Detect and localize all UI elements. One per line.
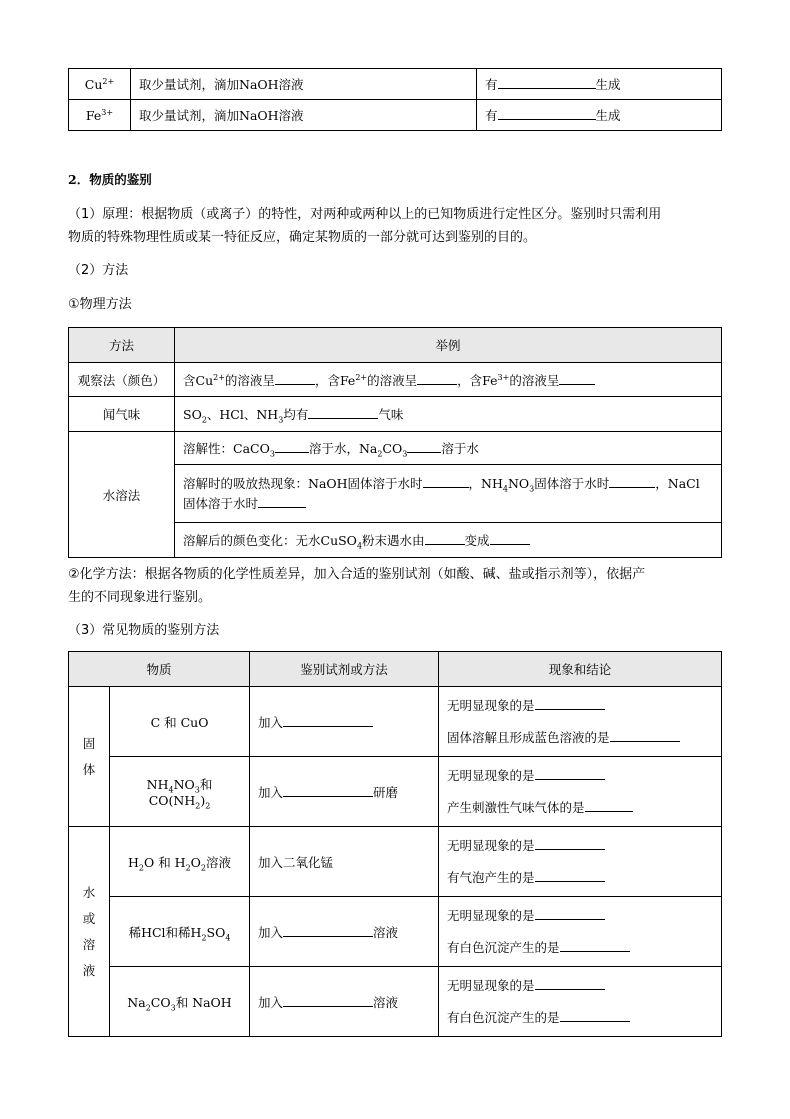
substance-cell: $NH_4NO_3$和$CO(NH_2)_2$ <box>110 757 250 827</box>
answer-blank[interactable] <box>258 494 306 508</box>
observation-cell: 无明显现象的是 固体溶解且形成蓝色溶液的是 <box>439 687 722 757</box>
chemical-line-1: ②化学方法：根据各物质的化学性质差异，加入合适的鉴别试剂（如酸、碱、盐或指示剂等），依据产 <box>68 567 646 582</box>
answer-blank[interactable] <box>283 783 373 797</box>
ion-cell: $Cu^{2+}$ <box>69 69 131 100</box>
header-substance: 物质 <box>69 652 250 687</box>
table-row <box>69 757 722 827</box>
water-color: 溶解后的颜色变化：无水CuSO$_4$粉末遇水由 变成 <box>175 523 722 558</box>
common-title: （3）常见物质的鉴别方法 <box>68 623 220 638</box>
common-identification-table <box>68 651 722 1037</box>
answer-blank[interactable] <box>535 906 605 920</box>
table-row <box>69 69 722 100</box>
answer-blank[interactable] <box>283 993 373 1007</box>
answer-blank[interactable] <box>498 75 596 89</box>
method-cell: 取少量试剂，滴加NaOH溶液 <box>131 69 477 100</box>
answer-blank[interactable] <box>559 371 595 385</box>
answer-blank[interactable] <box>275 371 315 385</box>
table-header-row <box>69 328 722 363</box>
header-method: 方法 <box>69 328 175 363</box>
result-cell: 有 生成 <box>477 69 722 100</box>
answer-blank[interactable] <box>407 439 441 453</box>
physical-method-table <box>68 327 722 558</box>
principle-line-2: 物质的特殊物理性质或某一特征反应，确定某物质的一部分就可达到鉴别的目的。 <box>68 230 537 245</box>
table-row <box>69 967 722 1037</box>
header-reagent: 鉴别试剂或方法 <box>250 652 439 687</box>
table-row <box>69 897 722 967</box>
answer-blank[interactable] <box>560 938 630 952</box>
water-heat: 溶解时的吸放热现象：NaOH固体溶于水时 ，$NH_4NO_3$固体溶于水时 ，NaCl 固体溶于水时 <box>175 465 722 523</box>
observe-method: 观察法（颜色） <box>69 363 175 397</box>
table-row <box>69 432 722 465</box>
chemical-line-2: 生的不同现象进行鉴别。 <box>68 590 212 605</box>
substance-cell: C 和 CuO <box>110 687 250 757</box>
reagent-cell: 加入二氧化锰 <box>250 827 439 897</box>
answer-blank[interactable] <box>535 696 605 710</box>
solid-group-label: 固 体 <box>69 687 110 827</box>
answer-blank[interactable] <box>425 531 465 545</box>
header-example: 举例 <box>175 328 722 363</box>
answer-blank[interactable] <box>535 836 605 850</box>
answer-blank[interactable] <box>417 371 457 385</box>
answer-blank[interactable] <box>585 798 633 812</box>
answer-blank[interactable] <box>535 766 605 780</box>
table-row <box>69 397 722 432</box>
observation-cell: 无明显现象的是 有气泡产生的是 <box>439 827 722 897</box>
ion-test-table <box>68 68 722 131</box>
table-row <box>69 363 722 397</box>
smell-method: 闻气味 <box>69 397 175 432</box>
observation-cell: 无明显现象的是 产生刺激性气味气体的是 <box>439 757 722 827</box>
water-solubility: 溶解性：CaCO$_3$ 溶于水，$Na_2CO_3$ 溶于水 <box>175 432 722 465</box>
answer-blank[interactable] <box>609 474 655 488</box>
method-cell: 取少量试剂，滴加NaOH溶液 <box>131 100 477 131</box>
table-row <box>69 687 722 757</box>
answer-blank[interactable] <box>610 728 680 742</box>
answer-blank[interactable] <box>535 976 605 990</box>
physical-method-title: ①物理方法 <box>68 297 132 312</box>
observation-cell: 无明显现象的是 有白色沉淀产生的是 <box>439 967 722 1037</box>
water-method: 水溶法 <box>69 432 175 558</box>
answer-blank[interactable] <box>283 713 373 727</box>
substance-cell: $H_2O$ 和 $H_2O_2$溶液 <box>110 827 250 897</box>
result-cell: 有 生成 <box>477 100 722 131</box>
answer-blank[interactable] <box>560 1008 630 1022</box>
method-title: （2）方法 <box>68 263 129 278</box>
table-row <box>69 100 722 131</box>
answer-blank[interactable] <box>283 923 373 937</box>
observation-cell: 无明显现象的是 有白色沉淀产生的是 <box>439 897 722 967</box>
table-header-row <box>69 652 722 687</box>
liquid-group-label: 水 或 溶 液 <box>69 827 110 1037</box>
reagent-cell: 加入 溶液 <box>250 897 439 967</box>
reagent-cell: 加入 <box>250 687 439 757</box>
reagent-cell: 加入 研磨 <box>250 757 439 827</box>
answer-blank[interactable] <box>490 531 530 545</box>
table-row <box>69 827 722 897</box>
answer-blank[interactable] <box>423 474 469 488</box>
observe-example: 含$Cu^{2+}$的溶液呈 ，含$Fe^{2+}$的溶液呈 ，含$Fe^{3+}$的溶液呈 <box>175 363 722 397</box>
substance-cell: $Na_2CO_3$和 NaOH <box>110 967 250 1037</box>
ion-cell: $Fe^{3+}$ <box>69 100 131 131</box>
answer-blank[interactable] <box>535 868 605 882</box>
answer-blank[interactable] <box>498 106 596 120</box>
answer-blank[interactable] <box>308 405 378 419</box>
principle-line-1: （1）原理：根据物质（或离子）的特性，对两种或两种以上的已知物质进行定性区分。鉴别时只需利用 <box>68 207 662 222</box>
substance-cell: 稀HCl和稀$H_2SO_4$ <box>110 897 250 967</box>
reagent-cell: 加入 溶液 <box>250 967 439 1037</box>
header-observation: 现象和结论 <box>439 652 722 687</box>
answer-blank[interactable] <box>275 439 309 453</box>
smell-example: $SO_2$、HCl、$NH_3$均有 气味 <box>175 397 722 432</box>
section-heading: 2．物质的鉴别 <box>68 172 152 187</box>
